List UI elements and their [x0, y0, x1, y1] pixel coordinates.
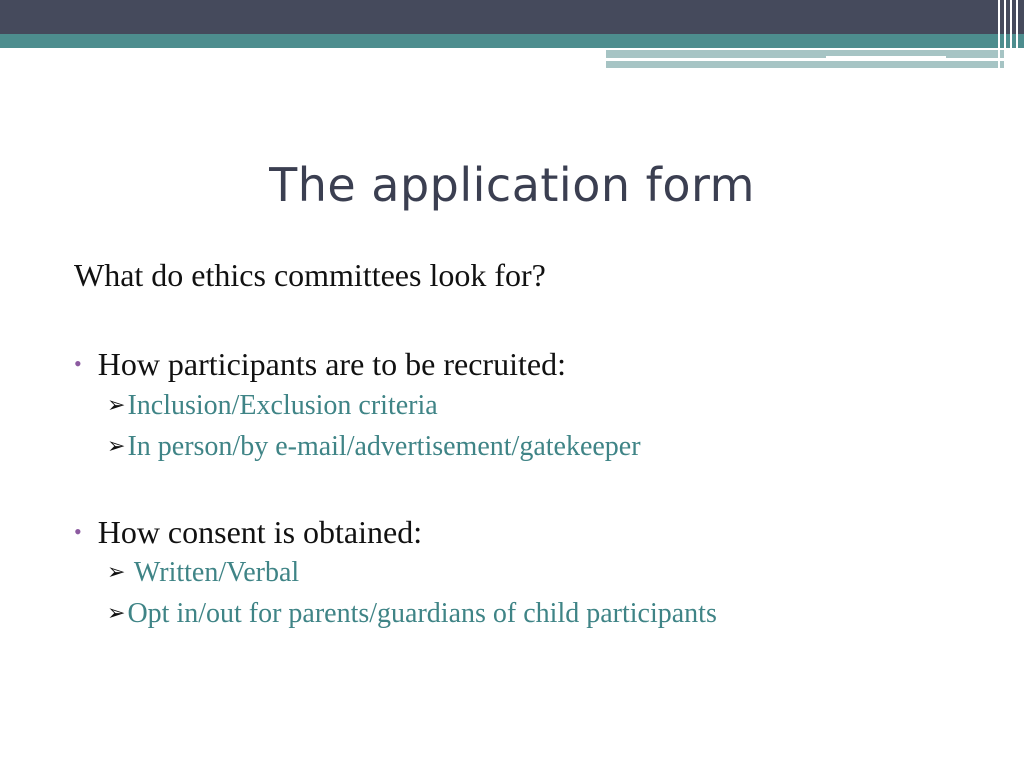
subitem-recruitment-methods — [107, 431, 641, 463]
subitem-text: Written/Verbal — [127, 557, 300, 588]
header-stripe — [1004, 0, 1006, 68]
subitem-inclusion-criteria — [107, 390, 438, 422]
subitem-text: In person/by e-mail/advertisement/gatekeeper — [127, 431, 641, 462]
bullet-item-consent — [74, 514, 422, 551]
header-light-band — [606, 50, 1006, 58]
subitem-opt-in-out — [107, 598, 717, 630]
arrow-bullet-icon: ➢ — [107, 559, 126, 584]
slide-question: What do ethics committees look for? — [74, 257, 546, 293]
bullet-item-recruitment — [74, 346, 566, 383]
bullet-text: How consent is obtained: — [97, 514, 423, 550]
bullet-text: How participants are to be recruited: — [97, 346, 566, 382]
header-stripe — [998, 0, 1000, 68]
subitem-written-verbal — [107, 557, 299, 589]
header-light-band-inner-line — [826, 56, 946, 58]
header-stripe — [1016, 0, 1018, 68]
arrow-bullet-icon: ➢ — [107, 600, 126, 625]
header-dark-band — [0, 0, 1024, 34]
header-teal-band — [0, 34, 1024, 48]
subitem-text: Opt in/out for parents/guardians of child participants — [127, 598, 717, 629]
subitem-text: Inclusion/Exclusion criteria — [127, 390, 438, 421]
arrow-bullet-icon: ➢ — [107, 433, 126, 458]
header-light-band-lower — [606, 61, 1006, 68]
bullet-dot-icon: • — [74, 519, 82, 544]
arrow-bullet-icon: ➢ — [107, 392, 126, 417]
header-stripe — [1010, 0, 1012, 68]
slide-title: The application form — [269, 158, 755, 212]
bullet-dot-icon: • — [74, 351, 82, 376]
